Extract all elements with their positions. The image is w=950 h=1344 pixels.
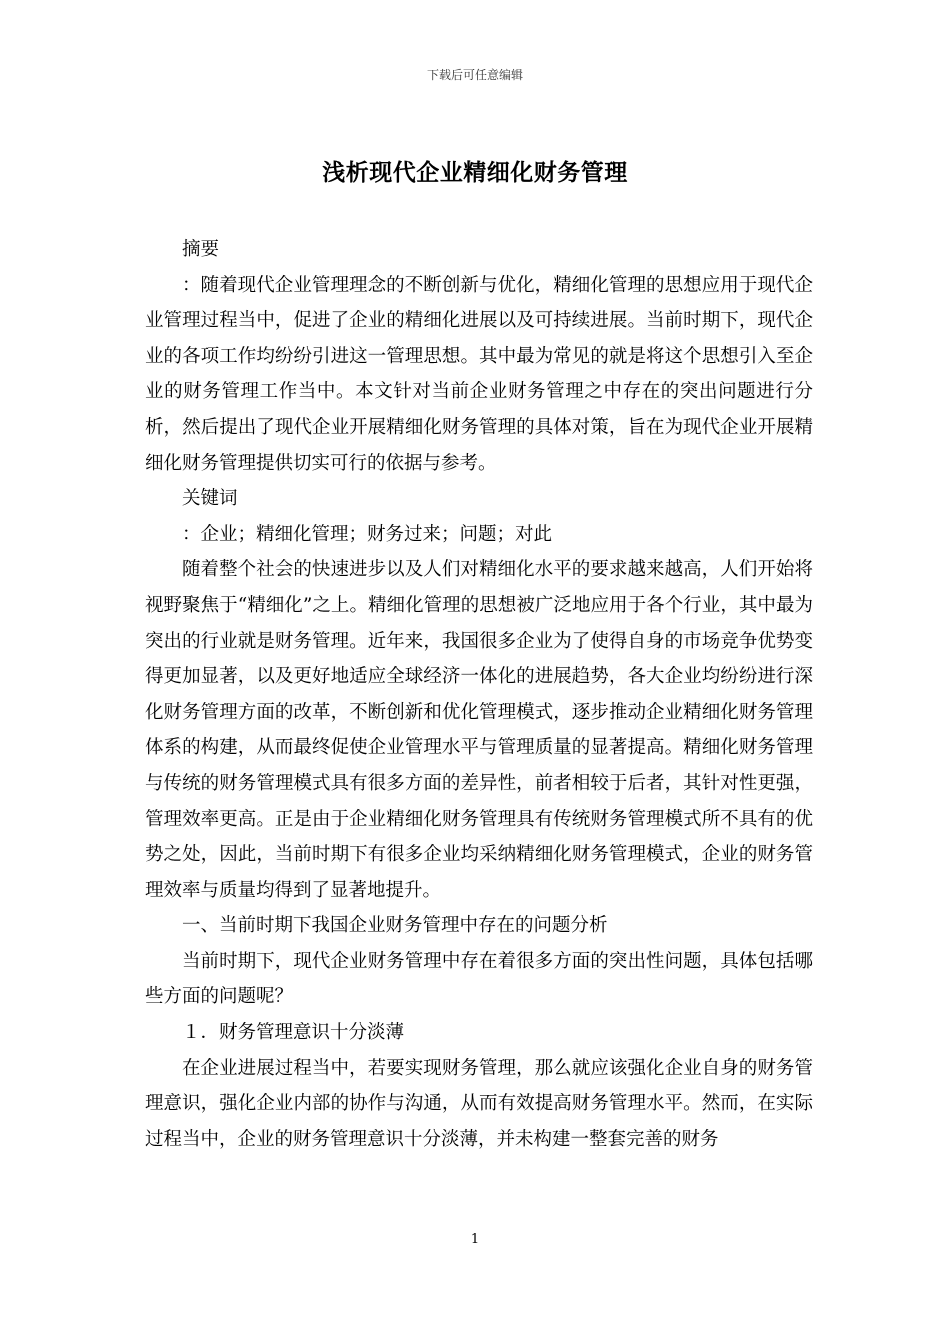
section1-paragraph: 当前时期下，现代企业财务管理中存在着很多方面的突出性问题，具体包括哪些方面的问题呢？ xyxy=(145,950,813,1008)
intro-paragraph: 随着整个社会的快速进步以及人们对精细化水平的要求越来越高，人们开始将视野聚焦于“精细化”之上。精细化管理的思想被广泛地应用于各个行业，其中最为突出的行业就是财务管理。近年来，我国很多企业为了使得自身的市场竞争优势变得更加显著，以及更好地适应全球经济一体化的进展趋势，各大企业均纷纷进行深化财务管理方面的改革，不断创新和优化管理模式，逐步推动企业精细化财务管理体系的构建，从而最终促使企业管理水平与管理质量的显著提高。精细化财务管理与传统的财务管理模式具有很多方面的差异性，前者相较于后者，其针对性更强，管理效率更高。正是由于企业精细化财务管理具有传统财务管理模式所不具有的优势之处，因此，当前时期下有很多企业均采纳精细化财务管理模式，企业的财务管理效率与质量均得到了显著地提升。 xyxy=(145,559,813,901)
header-note: 下载后可任意编辑 xyxy=(426,68,523,82)
keywords-text: ：企业；精细化管理；财务过来；问题；对此 xyxy=(182,523,553,545)
subsection1-paragraph: 在企业进展过程当中，若要实现财务管理，那么就应该强化企业自身的财务管理意识，强化企业内部的协作与沟通，从而有效提高财务管理水平。然而，在实际过程当中，企业的财务管理意识十分淡薄，并未构建一整套完善的财务 xyxy=(145,1057,813,1150)
page-title: 浅析现代企业精细化财务管理 xyxy=(322,160,628,186)
subsection1-heading: １．财务管理意识十分淡薄 xyxy=(182,1022,405,1044)
abstract-text: ：随着现代企业管理理念的不断创新与优化，精细化管理的思想应用于现代企业管理过程当中，促进了企业的精细化进展以及可持续进展。当前时期下，现代企业的各项工作均纷纷引进这一管理思想。其中最为常见的就是将这个思想引入至企业的财务管理工作当中。本文针对当前企业财务管理之中存在的突出问题进行分析，然后提出了现代企业开展精细化财务管理的具体对策，旨在为现代企业开展精细化财务管理提供切实可行的依据与参考。 xyxy=(145,274,813,474)
section1-heading: 一、当前时期下我国企业财务管理中存在的问题分析 xyxy=(182,915,608,937)
page-number: 1 xyxy=(470,1232,480,1247)
abstract-label: 摘要 xyxy=(182,239,220,260)
body-text xyxy=(145,232,813,1157)
keywords-label: 关键词 xyxy=(182,488,238,510)
